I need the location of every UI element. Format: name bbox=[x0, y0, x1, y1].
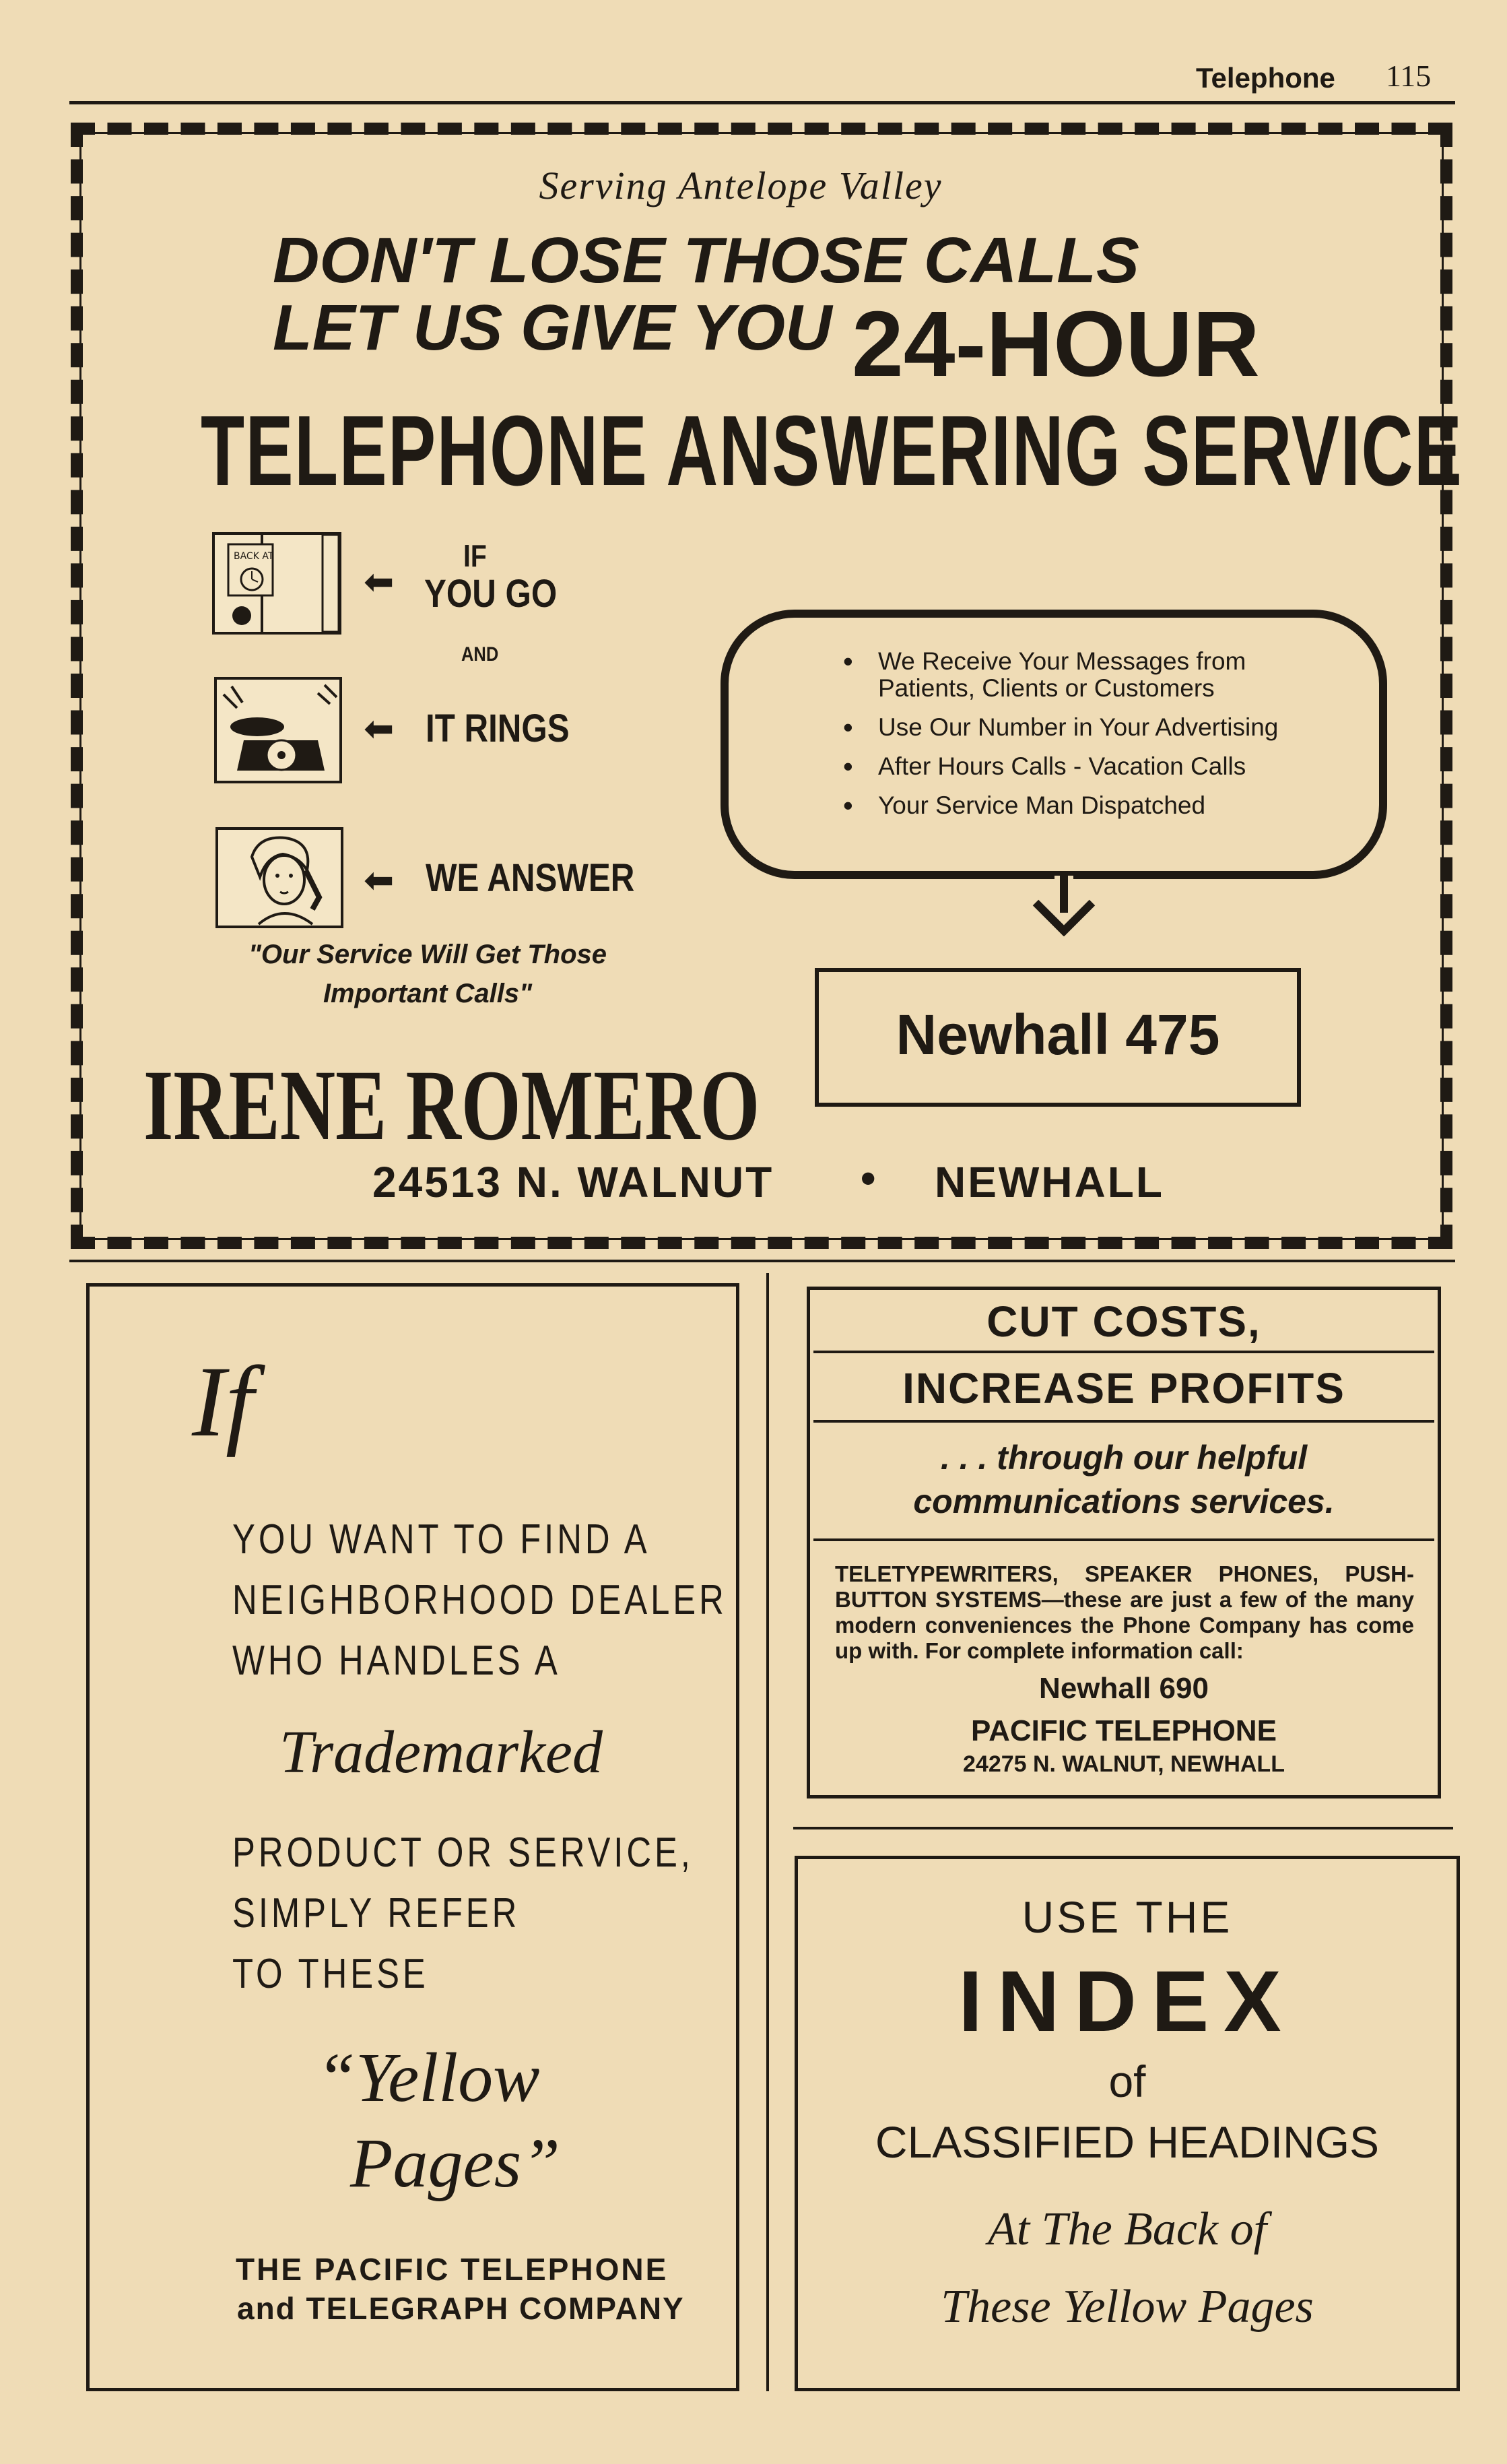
pages-word: Pages” bbox=[350, 2125, 560, 2202]
ringing-phone-illustration bbox=[214, 677, 342, 783]
headline-line-2: LET US GIVE YOU bbox=[273, 292, 832, 364]
step-we-answer: WE ANSWER bbox=[426, 856, 635, 900]
feature-item: • Use Our Number in Your Advertising bbox=[843, 714, 1328, 741]
yellow-company-1: THE PACIFIC TELEPHONE bbox=[236, 2252, 669, 2287]
ad-tagline: Serving Antelope Valley bbox=[539, 164, 943, 207]
yellow-line-3: WHO HANDLES A bbox=[232, 1638, 561, 1684]
arrow-left-icon: ⬅ bbox=[364, 709, 395, 749]
ad-address: 24513 N. WALNUT bbox=[372, 1158, 774, 1206]
sign-text: BACK AT bbox=[234, 551, 274, 562]
index-script-2: These Yellow Pages bbox=[941, 2281, 1314, 2333]
ad-quote: "Our Service Will Get Those Important Calls" bbox=[248, 940, 607, 1008]
step-you-go: YOU GO bbox=[424, 572, 558, 616]
yellow-word: “Yellow bbox=[316, 2039, 540, 2116]
yellow-line-5: SIMPLY REFER bbox=[232, 1890, 521, 1937]
section-divider bbox=[793, 1827, 1453, 1829]
costs-company: PACIFIC TELEPHONE bbox=[971, 1714, 1277, 1747]
costs-address: 24275 N. WALNUT, NEWHALL bbox=[963, 1751, 1285, 1777]
feature-item: • We Receive Your Messages from Patients, Clients or Customers bbox=[843, 648, 1328, 702]
costs-sub-1: . . . through our helpful bbox=[940, 1439, 1308, 1477]
step-it-rings: IT RINGS bbox=[426, 707, 570, 750]
trademarked-word: Trademarked bbox=[279, 1719, 603, 1786]
ad-phone-number: Newhall 475 bbox=[896, 1003, 1220, 1066]
headline-line-1: DON'T LOSE THOSE CALLS bbox=[273, 224, 1139, 296]
yellow-line-2: NEIGHBORHOOD DEALER bbox=[232, 1577, 727, 1623]
index-line-4: CLASSIFIED HEADINGS bbox=[875, 2117, 1380, 2167]
headline-24-hour: 24-HOUR bbox=[852, 292, 1260, 396]
costs-phone: Newhall 690 bbox=[1039, 1672, 1209, 1705]
arrow-left-icon: ⬅ bbox=[364, 562, 395, 602]
address-separator: • bbox=[861, 1154, 876, 1202]
costs-sub-2: communications services. bbox=[913, 1483, 1335, 1520]
costs-rule bbox=[813, 1420, 1434, 1423]
index-line-3: of bbox=[1108, 2056, 1146, 2106]
ad-city: NEWHALL bbox=[935, 1158, 1164, 1206]
yellow-line-4: PRODUCT OR SERVICE, bbox=[232, 1829, 694, 1876]
speech-balloon bbox=[721, 610, 1387, 879]
operator-illustration bbox=[215, 827, 343, 928]
step-if: IF bbox=[463, 538, 487, 573]
advertiser-name: IRENE ROMERO bbox=[143, 1049, 760, 1161]
column-divider bbox=[766, 1273, 769, 2391]
feature-item: • After Hours Calls - Vacation Calls bbox=[843, 753, 1328, 780]
index-line-2: INDEX bbox=[958, 1953, 1296, 2050]
headline-service: TELEPHONE ANSWERING SERVICE bbox=[201, 395, 1463, 507]
if-word: If bbox=[192, 1346, 254, 1458]
index-line-1: USE THE bbox=[1022, 1892, 1233, 1942]
balloon-tail-arrow-icon bbox=[1010, 876, 1118, 939]
costs-rule bbox=[813, 1351, 1434, 1353]
yellow-company-2: and TELEGRAPH COMPANY bbox=[237, 2291, 685, 2326]
costs-rule bbox=[813, 1538, 1434, 1541]
index-script-1: At The Back of bbox=[987, 2203, 1267, 2255]
section-divider bbox=[69, 1260, 1455, 1262]
header-section-title: Telephone bbox=[1196, 62, 1335, 94]
arrow-left-icon: ⬅ bbox=[364, 860, 395, 901]
yellow-line-1: YOU WANT TO FIND A bbox=[232, 1516, 650, 1563]
header-rule bbox=[69, 101, 1455, 104]
costs-title-2: INCREASE PROFITS bbox=[902, 1364, 1345, 1413]
clock-sign-illustration bbox=[212, 532, 341, 635]
page-number: 115 bbox=[1386, 59, 1432, 93]
step-and: AND bbox=[461, 643, 499, 666]
costs-body: TELETYPEWRITERS, SPEAKER PHONES, PUSH-BUTTON SYSTEMS—these are just a few of the many modern conveniences the Phone Company has come up with. For complete information call: bbox=[835, 1561, 1414, 1663]
yellow-line-6: TO THESE bbox=[232, 1951, 429, 1997]
costs-title-1: CUT COSTS, bbox=[986, 1297, 1261, 1346]
feature-item: • Your Service Man Dispatched bbox=[843, 792, 1328, 819]
